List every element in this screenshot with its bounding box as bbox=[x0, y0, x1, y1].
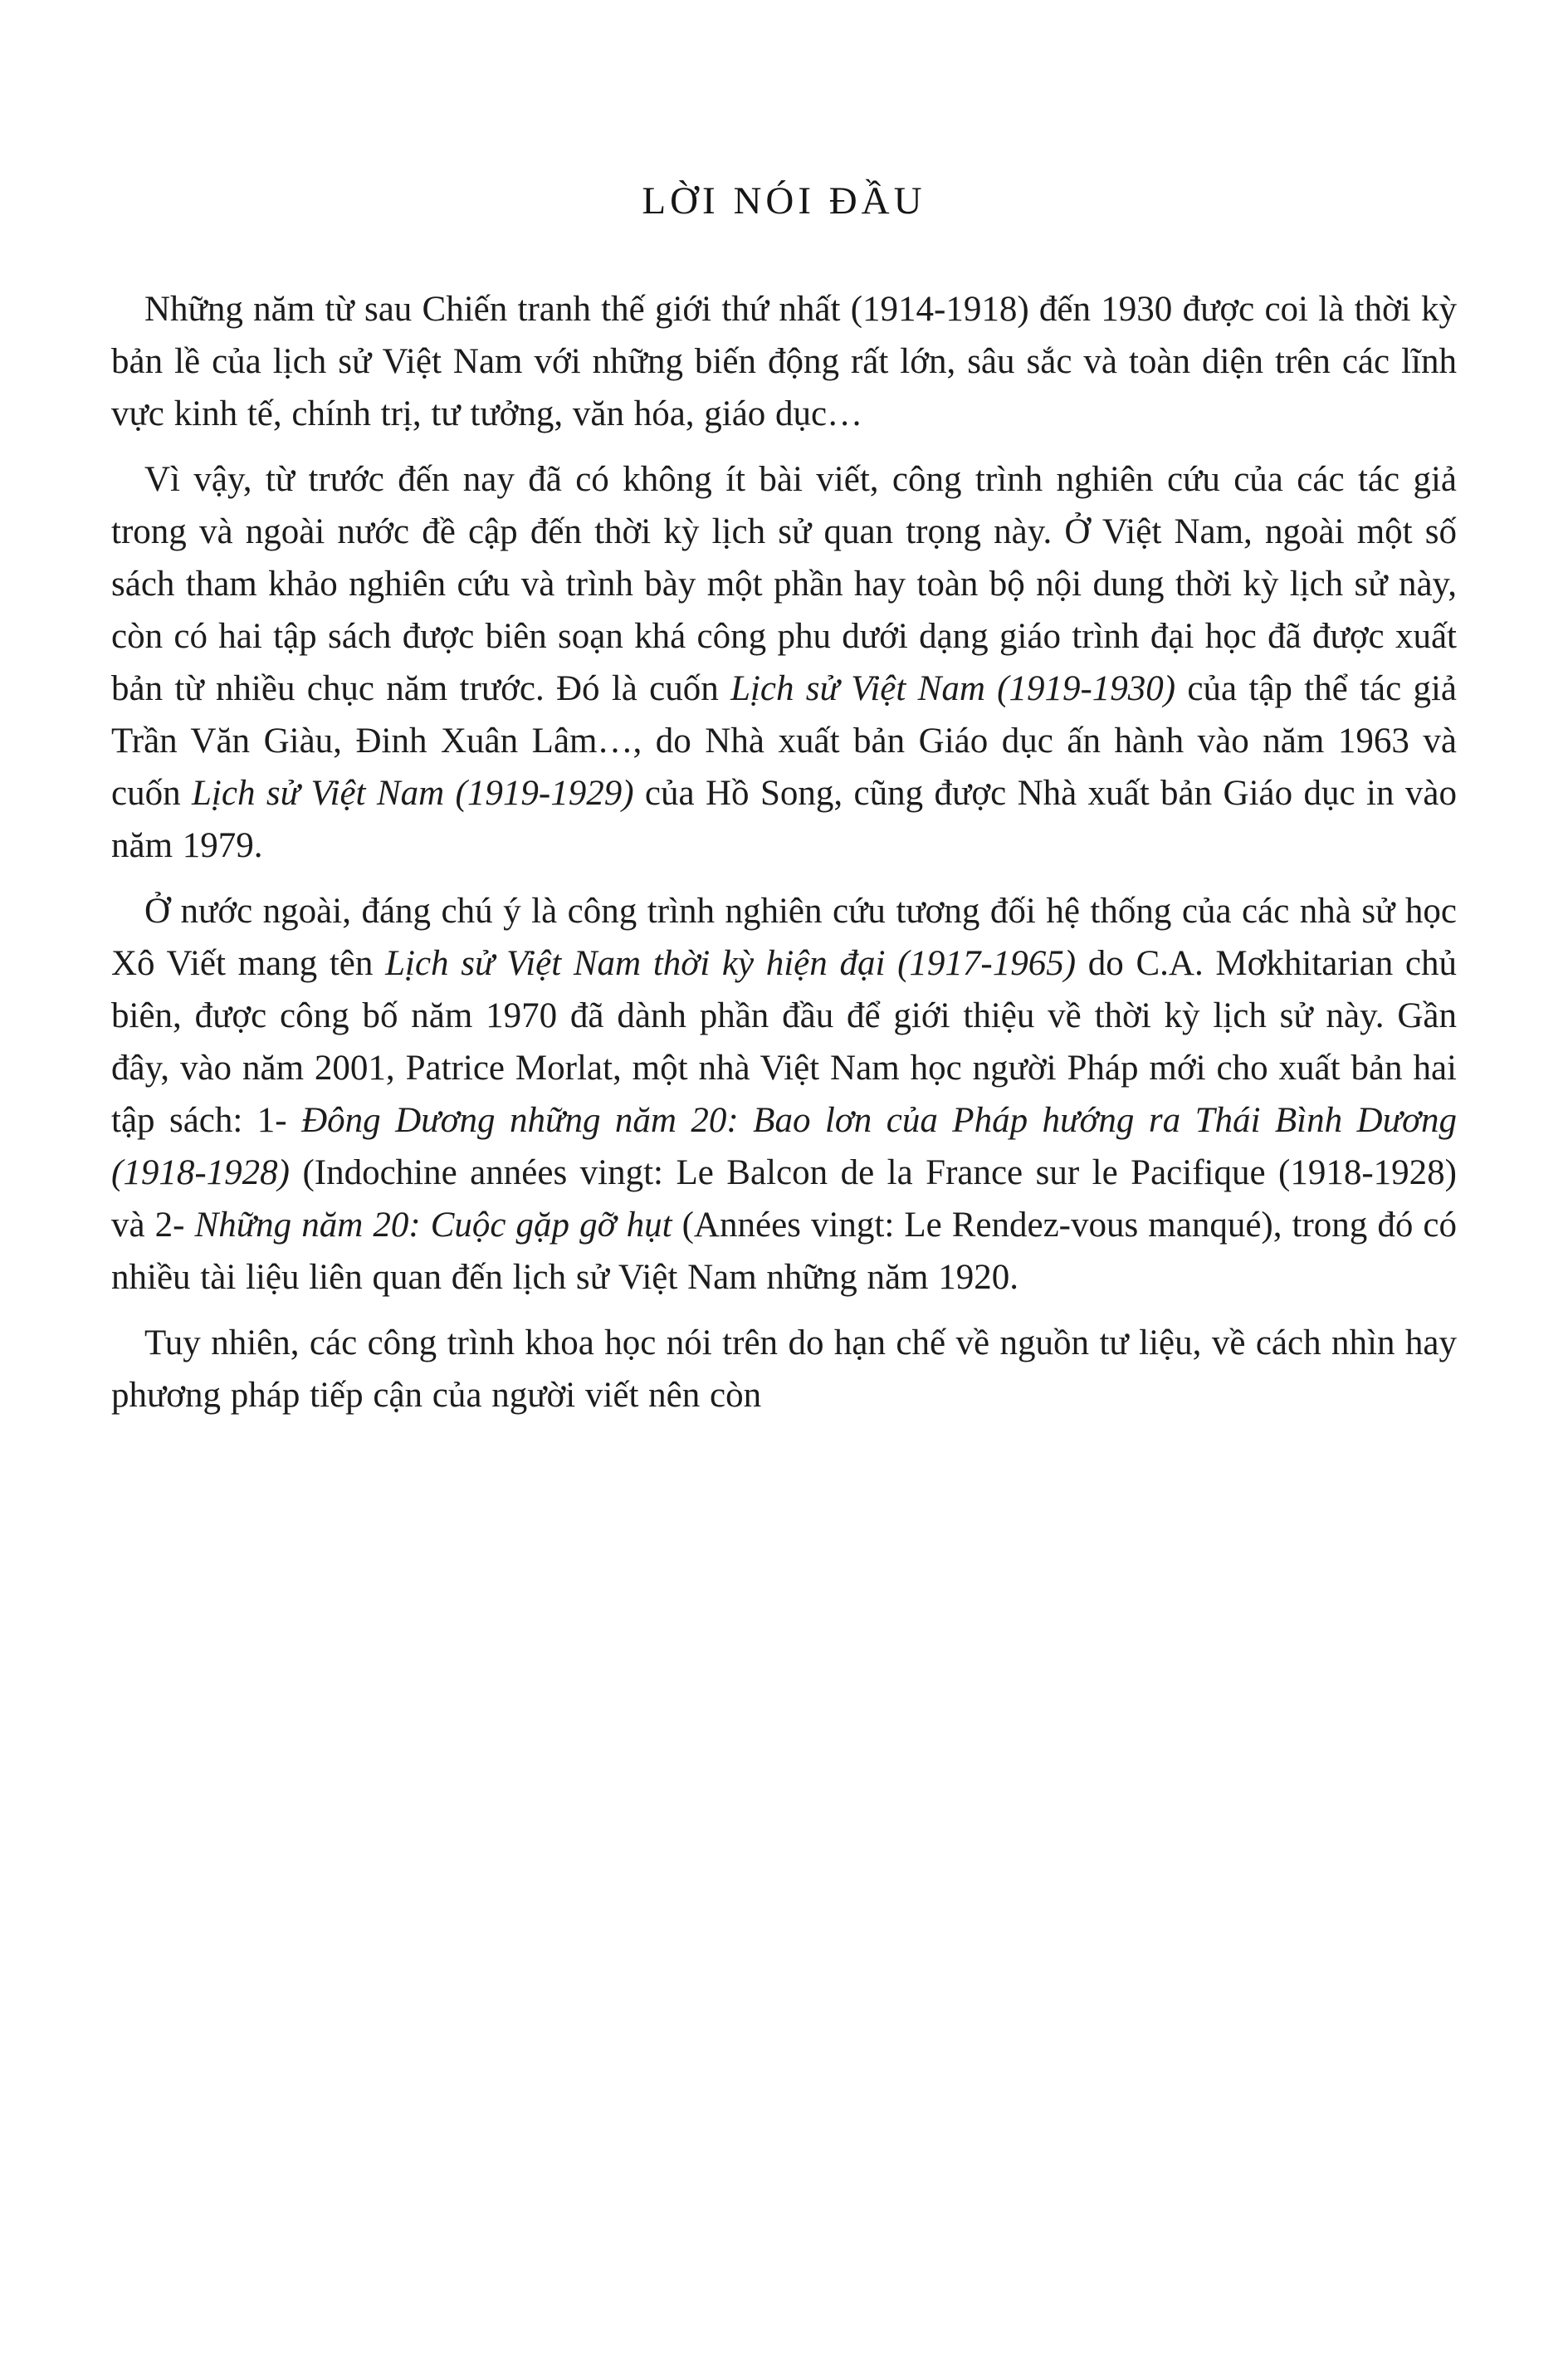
book-title-italic: Những năm 20: Cuộc gặp gỡ hụt bbox=[194, 1206, 672, 1245]
book-title-italic: Lịch sử Việt Nam thời kỳ hiện đại (1917-1965) bbox=[385, 944, 1077, 983]
page-title: LỜI NÓI ĐẦU bbox=[642, 179, 926, 223]
text-run: (Années vingt: Le Rendez-vous manqué), trong đó có nhiều tài liệu liên quan đến lịch sử Việt Nam những năm 1920. bbox=[111, 1206, 1458, 1297]
text-run: của tập thể tác giả Trần Văn Giàu, Đinh Xuân Lâm…, do Nhà xuất bản Giáo dục ấn hành vào năm 1963 và cuốn bbox=[111, 669, 1458, 813]
text-run: Những năm từ sau Chiến tranh thế giới thứ nhất (1914-1918) đến 1930 được coi là thời kỳ bản lề của lịch sử Việt Nam với những biến động rất lớn, sâu sắc và toàn diện trên các lĩnh vực kinh tế, chính trị, tư tưởng, văn hóa, giáo dục… bbox=[111, 290, 1457, 433]
text-run: của Hồ Song, cũng được Nhà xuất bản Giáo dục in vào năm 1979. bbox=[111, 774, 1457, 865]
book-title-italic: Lịch sử Việt Nam (1919-1929) bbox=[192, 774, 634, 813]
paragraph bbox=[111, 1317, 1457, 1421]
paragraph bbox=[111, 885, 1457, 1304]
text-run: Vì vậy, từ trước đến nay đã có không ít bài viết, công trình nghiên cứu của các tác giả trong và ngoài nước đề cập đến thời kỳ lịch sử quan trọng này. Ở Việt Nam, ngoài một số sách tham khảo nghiên cứu và trình bày một phần hay toàn bộ nội dung thời kỳ lịch sử này, còn có hai tập sách được biên soạn khá công phu dưới dạng giáo trình đại học đã được xuất bản từ nhiều chục năm trước. Đó là cuốn bbox=[111, 460, 1457, 708]
paragraph-list bbox=[111, 283, 1457, 1421]
book-title-italic: Lịch sử Việt Nam (1919-1930) bbox=[730, 669, 1176, 708]
text-run: Tuy nhiên, các công trình khoa học nói trên do hạn chế về nguồn tư liệu, về cách nhìn hay phương pháp tiếp cận của người viết nên còn bbox=[111, 1323, 1457, 1415]
text-run: do C.A. Mơkhitarian chủ biên, được công bố năm 1970 đã dành phần đầu để giới thiệu về thời kỳ lịch sử này. Gần đây, vào năm 2001, Patrice Morlat, một nhà Việt Nam học người Pháp mới cho xuất bản hai tập sách: 1- bbox=[111, 944, 1458, 1140]
book-title-italic: Đông Dương những năm 20: Bao lơn của Pháp hướng ra Thái Bình Dương (1918-1928) bbox=[111, 1101, 1458, 1192]
paragraph bbox=[111, 453, 1457, 872]
text-run: Ở nước ngoài, đáng chú ý là công trình nghiên cứu tương đối hệ thống của các nhà sử học Xô Viết mang tên bbox=[111, 892, 1457, 983]
text-run: (Indochine années vingt: Le Balcon de la France sur le Pacifique (1918-1928) và 2- bbox=[111, 1153, 1457, 1245]
paragraph bbox=[111, 283, 1457, 440]
